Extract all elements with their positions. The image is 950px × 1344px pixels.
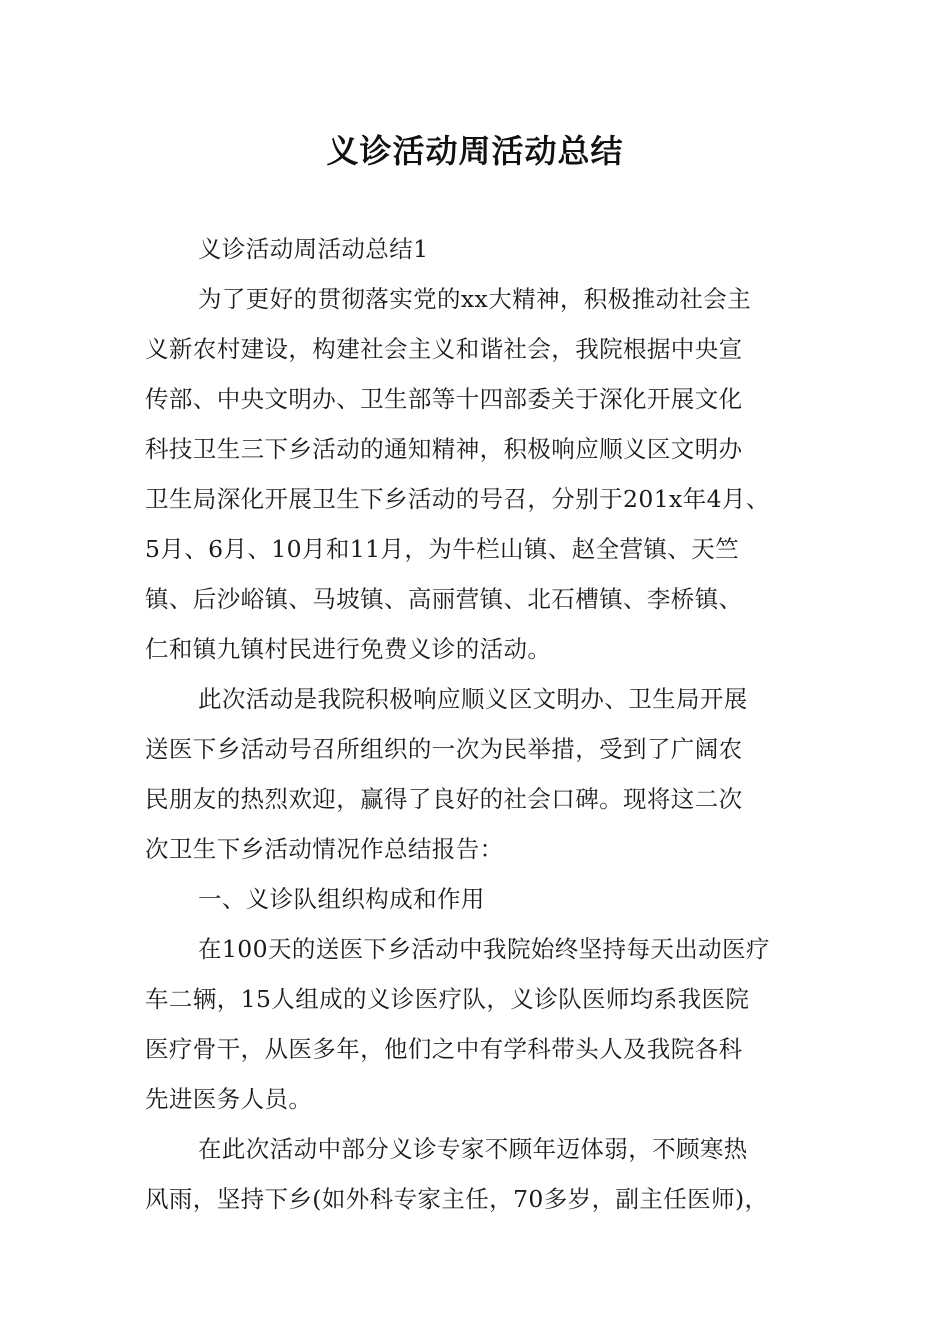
paragraph-line: 为了更好的贯彻落实党的xx大精神，积极推动社会主 [198,285,752,313]
paragraph-line: 风雨，坚持下乡(如外科专家主任，70多岁，副主任医师)， [145,1185,769,1213]
paragraph-line: 先进医务人员。 [145,1085,313,1113]
paragraph-line: 此次活动是我院积极响应顺义区文明办、卫生局开展 [198,685,748,713]
document-body [145,224,807,1224]
paragraph-line: 医疗骨干，从医多年，他们之中有学科带头人及我院各科 [145,1035,743,1063]
paragraph-line: 民朋友的热烈欢迎，赢得了良好的社会口碑。现将这二次 [145,785,743,813]
paragraph-line: 仁和镇九镇村民进行免费义诊的活动。 [145,635,552,663]
document-title: 义诊活动周活动总结 [326,132,624,170]
paragraph-line: 送医下乡活动号召所组织的一次为民举措，受到了广阔农 [145,735,743,763]
paragraph-line: 次卫生下乡活动情况作总结报告： [145,835,504,863]
section-heading: 一、义诊队组织构成和作用 [198,885,485,913]
paragraph-line: 车二辆，15人组成的义诊医疗队，义诊队医师均系我医院 [145,985,750,1013]
subtitle-line: 义诊活动周活动总结1 [198,235,429,263]
paragraph-line: 在100天的送医下乡活动中我院始终坚持每天出动医疗 [198,935,770,963]
paragraph-line: 镇、后沙峪镇、马坡镇、高丽营镇、北石槽镇、李桥镇、 [145,585,743,613]
paragraph-line: 5月、6月、10月和11月，为牛栏山镇、赵全营镇、天竺 [145,535,740,563]
paragraph-line: 义新农村建设，构建社会主义和谐社会，我院根据中央宣 [145,335,743,363]
paragraph-line: 卫生局深化开展卫生下乡活动的号召，分别于201x年4月、 [145,485,770,513]
paragraph-line: 传部、中央文明办、卫生部等十四部委关于深化开展文化 [145,385,743,413]
paragraph-line: 在此次活动中部分义诊专家不顾年迈体弱，不顾寒热 [198,1135,748,1163]
paragraph-line: 科技卫生三下乡活动的通知精神，积极响应顺义区文明办 [145,435,743,463]
